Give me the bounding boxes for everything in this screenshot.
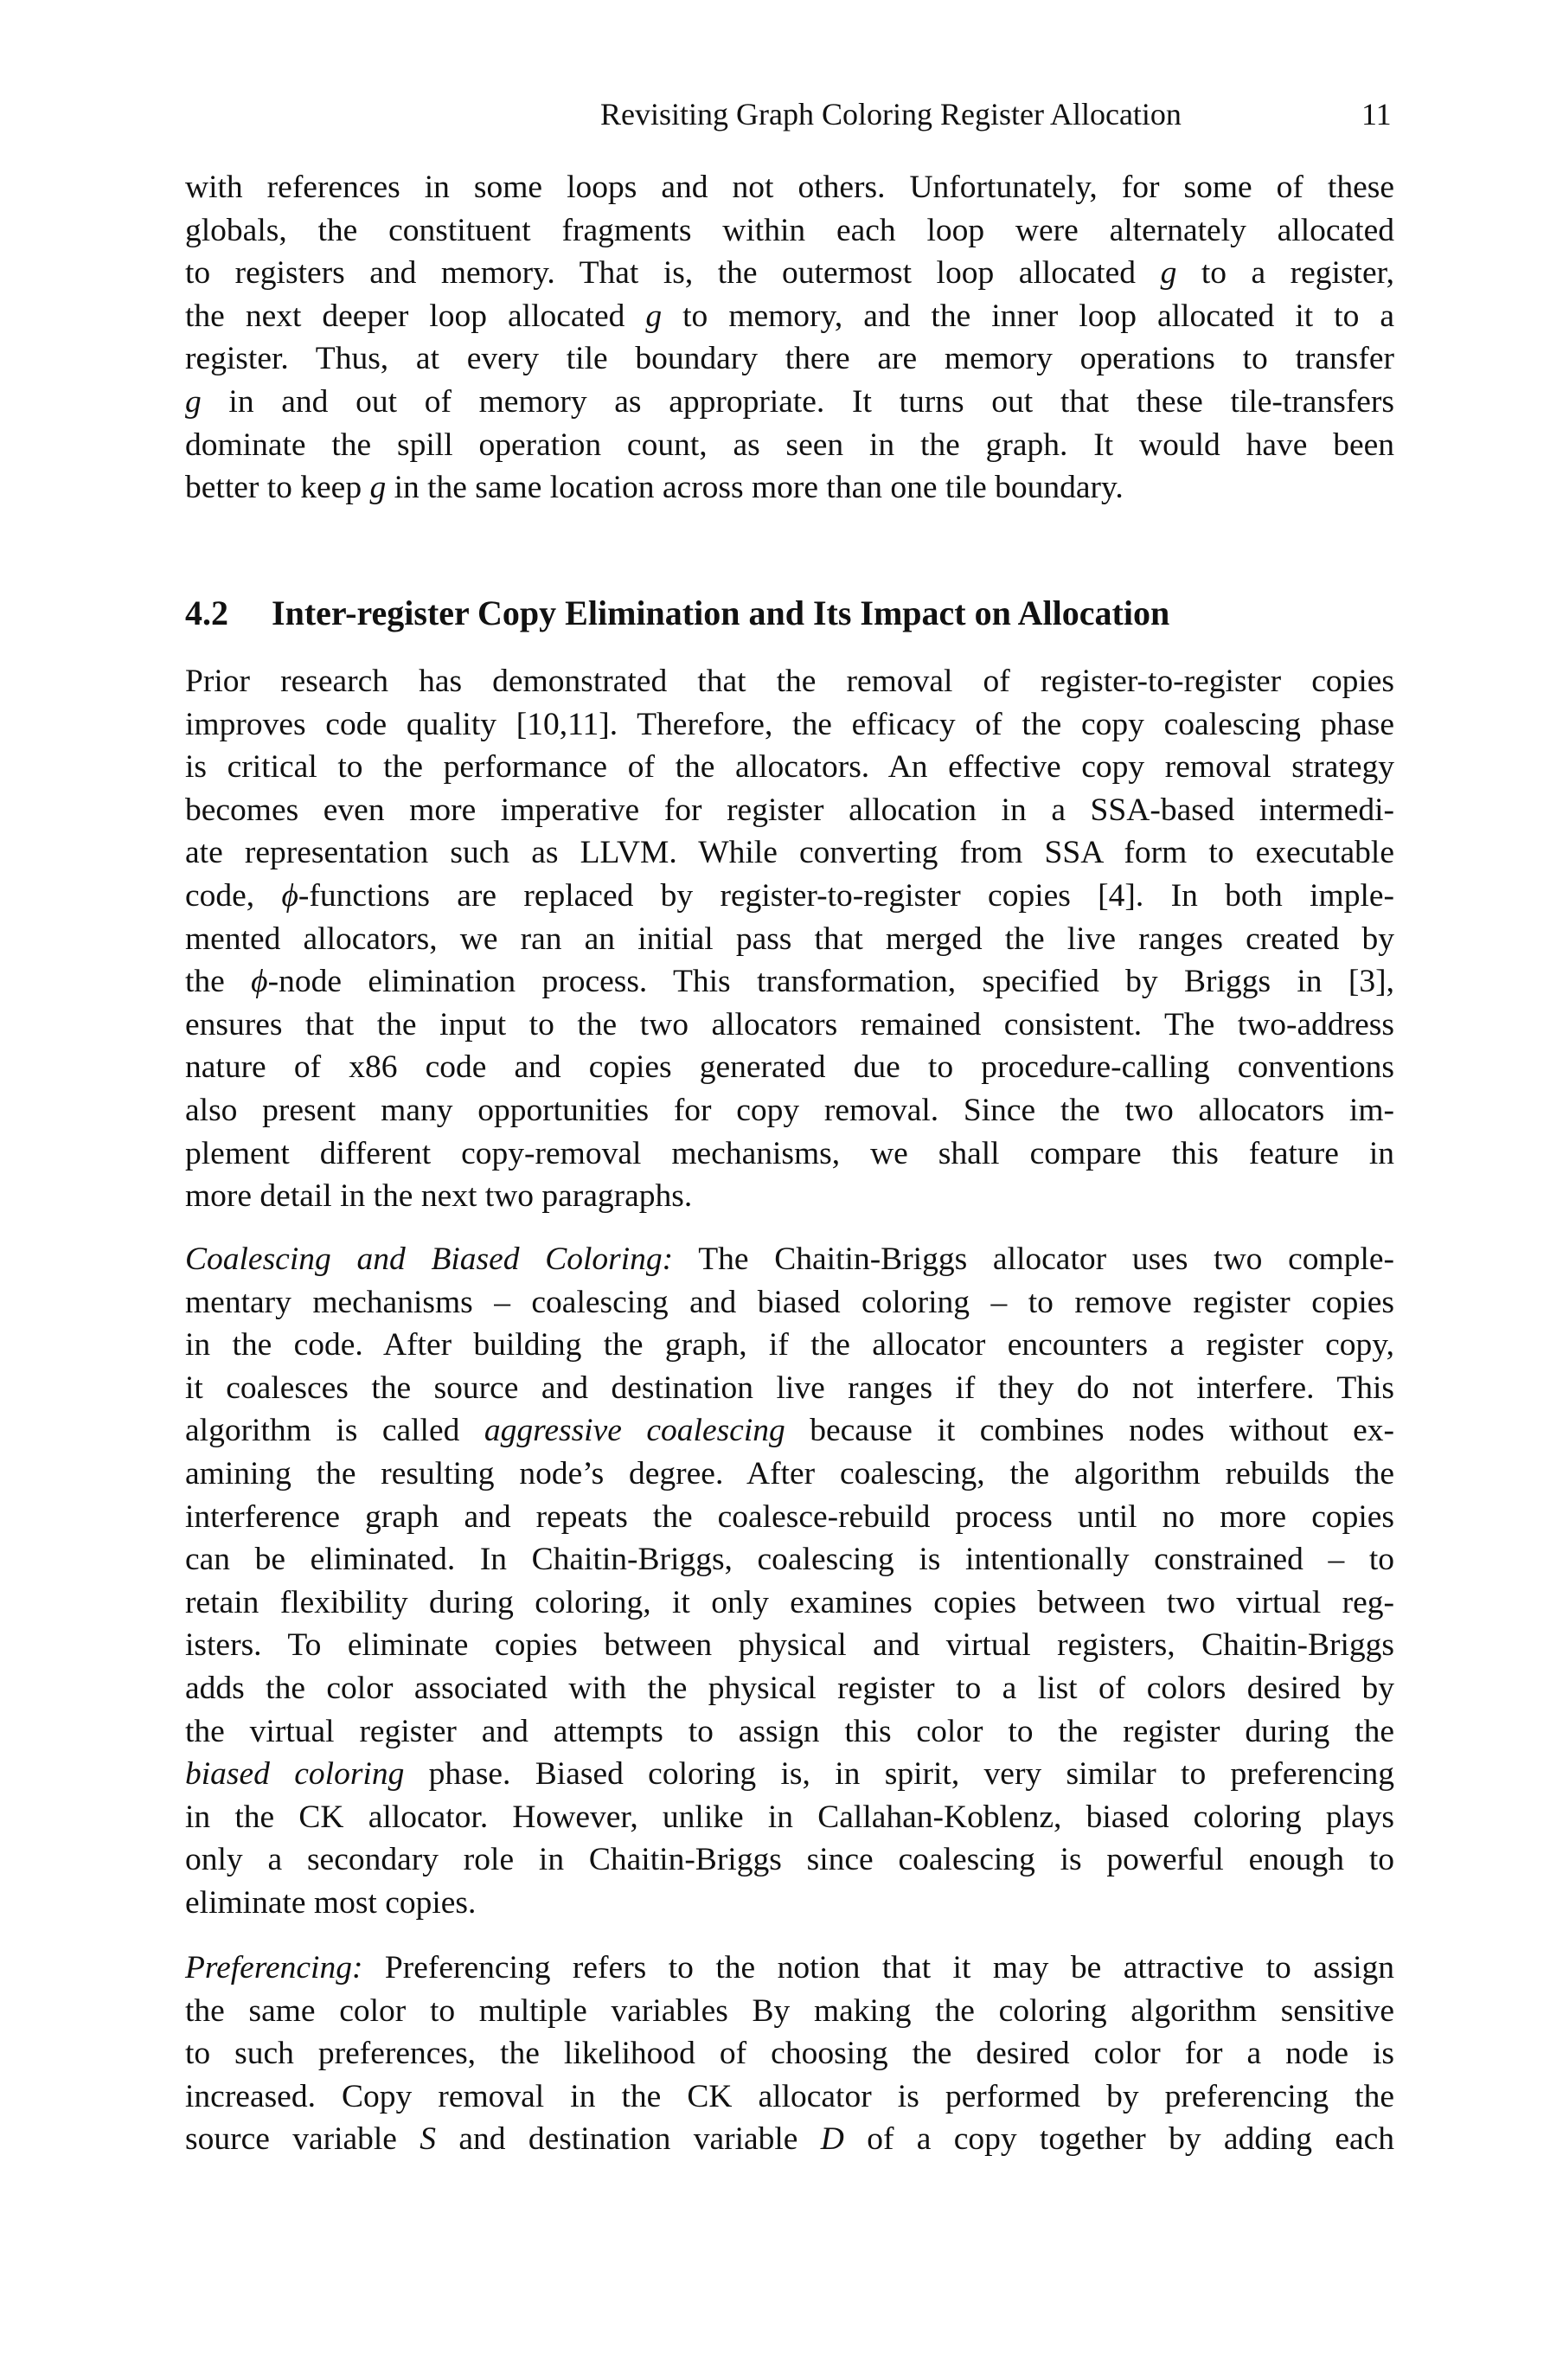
text-line xyxy=(185,918,1394,961)
text-line xyxy=(185,1581,1394,1625)
text-line xyxy=(185,960,1394,1004)
text-segment: is critical to the performance of the allocators. An effective copy removal strategy xyxy=(185,749,1394,786)
text-segment: improves code quality [10,11]. Therefore, the efficacy of the copy coalescing phase xyxy=(185,706,1394,742)
text-line xyxy=(185,166,1394,209)
text-segment: with references in some loops and not others. Unfortunately, for some of these xyxy=(185,170,1394,205)
text-segment: retain flexibility during coloring, it only examines copies between two virtual reg- xyxy=(185,1584,1394,1620)
text-line xyxy=(185,1238,1394,1281)
italic-text: ϕ xyxy=(281,877,298,914)
text-segment: -functions are replaced by register-to-register copies [4]. In both imple- xyxy=(298,877,1394,914)
text-segment: because it combines nodes without ex- xyxy=(785,1413,1395,1449)
text-segment: the xyxy=(185,964,252,1000)
text-segment: ensures that the input to the two allocators remained consistent. The two-address xyxy=(185,1006,1394,1042)
section-number: 4.2 xyxy=(185,593,228,632)
text-segment: the virtual register and attempts to assign this color to the register during the xyxy=(185,1713,1394,1749)
text-segment: better to keep xyxy=(185,470,370,506)
text-line xyxy=(185,789,1394,832)
text-segment: The Chaitin-Briggs allocator uses two comple- xyxy=(673,1241,1394,1277)
text-segment: mented allocators, we ran an initial pass that merged the live ranges created by xyxy=(185,921,1394,957)
text-line xyxy=(185,466,1394,510)
italic-text: g xyxy=(1160,255,1177,292)
text-line xyxy=(185,1667,1394,1710)
text-segment: interference graph and repeats the coalesce-rebuild process until no more copies xyxy=(185,1498,1394,1535)
text-segment: dominate the spill operation count, as seen in the graph. It would have been xyxy=(185,427,1394,463)
text-line xyxy=(185,1132,1394,1176)
text-line xyxy=(185,1882,1394,1925)
text-segment: increased. Copy removal in the CK allocator is performed by preferencing the xyxy=(185,2078,1394,2114)
text-line xyxy=(185,2032,1394,2075)
text-segment: Prior research has demonstrated that the removal of register-to-register copies xyxy=(185,664,1394,699)
text-segment: becomes even more imperative for register allocation in a SSA-based intermedi- xyxy=(185,792,1394,828)
text-segment: globals, the constituent fragments within each loop were alternately allocated xyxy=(185,212,1394,248)
text-line xyxy=(185,1367,1394,1410)
italic-text: D xyxy=(820,2121,844,2158)
paragraph-tile-transfers xyxy=(185,166,1394,510)
text-line xyxy=(185,1453,1394,1496)
text-segment: ate representation such as LLVM. While converting from SSA form to executable xyxy=(185,835,1394,871)
text-line xyxy=(185,1624,1394,1667)
text-line xyxy=(185,1990,1394,2033)
text-line xyxy=(185,1324,1394,1367)
text-segment: of a copy together by adding each xyxy=(843,2121,1394,2158)
text-line xyxy=(185,746,1394,789)
text-segment: can be eliminated. In Chaitin-Briggs, coalescing is intentionally constrained – to xyxy=(185,1542,1394,1578)
italic-text: g xyxy=(185,383,202,420)
text-line xyxy=(185,831,1394,875)
text-segment: in the same location across more than one tile boundary. xyxy=(386,470,1124,506)
italic-text: Coalescing and Biased Coloring: xyxy=(185,1241,674,1277)
text-segment: in the CK allocator. However, unlike in Callahan-Koblenz, biased coloring plays xyxy=(185,1799,1394,1835)
text-segment: isters. To eliminate copies between physical and virtual registers, Chaitin-Briggs xyxy=(185,1627,1394,1664)
text-segment: to such preferences, the likelihood of choosing the desired color for a node is xyxy=(185,2036,1394,2072)
text-segment: adds the color associated with the physical register to a list of colors desired by xyxy=(185,1670,1394,1706)
section-heading xyxy=(185,592,1169,635)
text-line xyxy=(185,1175,1394,1218)
text-segment: to memory, and the inner loop allocated it to a xyxy=(662,298,1394,334)
text-segment: -node elimination process. This transformation, specified by Briggs in [3], xyxy=(267,964,1394,1000)
text-segment: algorithm is called xyxy=(185,1413,484,1449)
italic-text: ϕ xyxy=(251,964,268,1000)
italic-text: Preferencing: xyxy=(185,1950,363,1985)
text-line xyxy=(185,1089,1394,1132)
text-segment: source variable xyxy=(185,2121,420,2158)
text-line xyxy=(185,2075,1394,2119)
text-segment: Preferencing refers to the notion that it may be attractive to assign xyxy=(362,1950,1394,1985)
text-segment: to registers and memory. That is, the outermost loop allocated xyxy=(185,255,1161,292)
text-line xyxy=(185,1538,1394,1581)
text-segment: eliminate most copies. xyxy=(185,1884,477,1921)
text-segment: it coalesces the source and destination live ranges if they do not interfere. This xyxy=(185,1370,1394,1406)
text-line xyxy=(185,295,1394,338)
text-segment: mentary mechanisms – coalescing and biased coloring – to remove register copies xyxy=(185,1284,1394,1320)
text-line xyxy=(185,252,1394,295)
italic-text: aggressive coalescing xyxy=(484,1413,785,1449)
text-segment: amining the resulting node’s degree. After coalescing, the algorithm rebuilds the xyxy=(185,1455,1394,1492)
text-line xyxy=(185,2118,1394,2161)
text-line xyxy=(185,424,1394,467)
text-segment: nature of x86 code and copies generated due to procedure-calling conventions xyxy=(185,1049,1394,1086)
text-line xyxy=(185,1496,1394,1539)
italic-text: g xyxy=(369,470,387,506)
text-segment: and destination variable xyxy=(436,2121,821,2158)
page-number: 11 xyxy=(1361,97,1392,132)
text-line xyxy=(185,1753,1394,1796)
text-line xyxy=(185,1947,1394,1990)
text-segment: in and out of memory as appropriate. It turns out that these tile-transfers xyxy=(201,383,1394,420)
text-line xyxy=(185,1838,1394,1882)
text-line xyxy=(185,1281,1394,1325)
text-line xyxy=(185,875,1394,918)
text-line xyxy=(185,1409,1394,1453)
text-segment: only a secondary role in Chaitin-Briggs since coalescing is powerful enough to xyxy=(185,1842,1394,1878)
text-line xyxy=(185,337,1394,381)
text-line xyxy=(185,1796,1394,1839)
paragraph-coalescing-biased-coloring xyxy=(185,1238,1394,1925)
text-line xyxy=(185,1046,1394,1089)
text-line xyxy=(185,660,1394,703)
text-line xyxy=(185,1710,1394,1754)
text-segment: the next deeper loop allocated xyxy=(185,298,646,334)
text-segment: plement different copy-removal mechanisms, we shall compare this feature in xyxy=(185,1135,1394,1171)
text-segment: register. Thus, at every tile boundary there are memory operations to transfer xyxy=(185,341,1394,377)
text-segment: more detail in the next two paragraphs. xyxy=(185,1178,693,1215)
running-title: Revisiting Graph Coloring Register Allocation xyxy=(600,97,1182,132)
paragraph-preferencing xyxy=(185,1947,1394,2161)
text-line xyxy=(185,381,1394,424)
text-line xyxy=(185,209,1394,253)
text-segment: in the code. After building the graph, if the allocator encounters a register copy, xyxy=(185,1327,1394,1363)
text-line xyxy=(185,1004,1394,1047)
italic-text: biased coloring xyxy=(185,1756,405,1793)
paragraph-copy-elimination-intro xyxy=(185,660,1394,1218)
text-line xyxy=(185,703,1394,747)
italic-text: S xyxy=(420,2121,437,2158)
text-segment: to a register, xyxy=(1176,255,1394,292)
text-segment: also present many opportunities for copy removal. Since the two allocators im- xyxy=(185,1092,1394,1128)
italic-text: g xyxy=(645,298,663,334)
section-title: Inter-register Copy Elimination and Its Impact on Allocation xyxy=(272,593,1170,632)
text-segment: the same color to multiple variables By making the coloring algorithm sensitive xyxy=(185,1992,1394,2029)
text-segment: code, xyxy=(185,877,282,914)
text-segment: phase. Biased coloring is, in spirit, very similar to preferencing xyxy=(404,1756,1394,1793)
